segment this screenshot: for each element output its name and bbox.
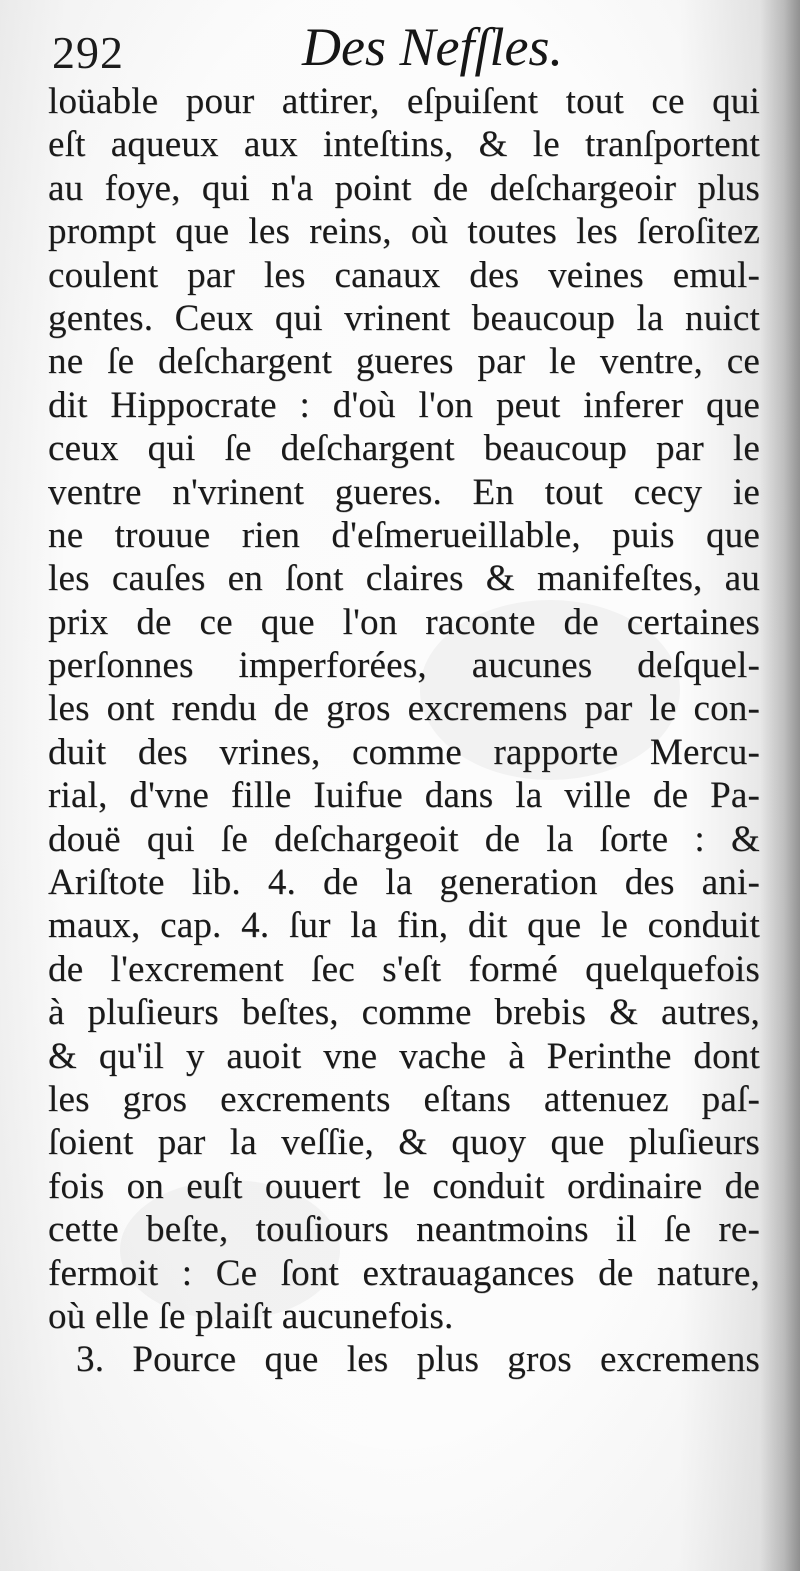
text-line: les cauſes en ſont claires & manifeſtes, au bbox=[48, 558, 760, 600]
text-line: coulent par les canaux des veines emul- bbox=[48, 254, 760, 296]
text-line: perſonnes imperforées, aucunes deſquel- bbox=[48, 645, 760, 687]
text-line: fois on euſt ouuert le conduit ordinaire de bbox=[48, 1165, 760, 1207]
text-line: ventre n'vrinent gueres. En tout cecy ie bbox=[48, 471, 760, 513]
text-line: où elle ſe plaiſt aucunefois. bbox=[48, 1295, 454, 1337]
text-line: à pluſieurs beſtes, comme brebis & autres, bbox=[48, 992, 760, 1034]
text-line: douë qui ſe deſchargeoit de la ſorte : & bbox=[48, 818, 760, 860]
text-line: ne ſe deſchargent gueres par le ventre, ce bbox=[48, 341, 760, 383]
text-line: dit Hippocrate : d'où l'on peut inferer que bbox=[48, 384, 760, 426]
body-text bbox=[48, 80, 760, 1520]
text-line: ne trouue rien d'eſmerueillable, puis que bbox=[48, 514, 760, 556]
text-line: les gros excrements eſtans attenuez paſ- bbox=[48, 1078, 760, 1120]
text-line: eſt aqueux aux inteſtins, & le tranſportent bbox=[48, 124, 760, 166]
text-line: fermoit : Ce ſont extrauagances de nature, bbox=[48, 1252, 760, 1294]
text-line: Ariſtote lib. 4. de la generation des ani- bbox=[48, 862, 760, 904]
text-line: cette beſte, touſiours neantmoins il ſe re- bbox=[48, 1209, 760, 1251]
text-line: ceux qui ſe deſchargent beaucoup par le bbox=[48, 428, 760, 470]
text-line: duit des vrines, comme rapporte Mercu- bbox=[48, 731, 760, 773]
text-line: & qu'il y auoit vne vache à Perinthe dont bbox=[48, 1035, 760, 1077]
page-number: 292 bbox=[52, 27, 124, 78]
text-line: prompt que les reins, où toutes les ſeroſitez bbox=[48, 211, 760, 253]
running-title: Des Nefſles. bbox=[302, 17, 563, 77]
text-line: loüable pour attirer, eſpuiſent tout ce qui bbox=[48, 81, 760, 122]
text-line: ſoient par la veſſie, & quoy que pluſieurs bbox=[48, 1122, 760, 1164]
text-line: de l'excrement ſec s'eſt formé quelquefois bbox=[48, 948, 760, 990]
text-line: gentes. Ceux qui vrinent beaucoup la nuict bbox=[48, 297, 760, 339]
text-line: les ont rendu de gros excremens par le con- bbox=[48, 688, 760, 730]
text-line: rial, d'vne fille Iuifue dans la ville de Pa- bbox=[48, 775, 760, 817]
text-line: 3. Pource que les plus gros excremens bbox=[76, 1339, 760, 1381]
text-line: prix de ce que l'on raconte de certaines bbox=[48, 601, 760, 643]
page-gutter-shadow bbox=[760, 0, 800, 1571]
text-line: maux, cap. 4. ſur la fin, dit que le conduit bbox=[48, 905, 760, 947]
page-header bbox=[52, 12, 752, 82]
text-line: au foye, qui n'a point de deſchargeoir plus bbox=[48, 167, 760, 209]
